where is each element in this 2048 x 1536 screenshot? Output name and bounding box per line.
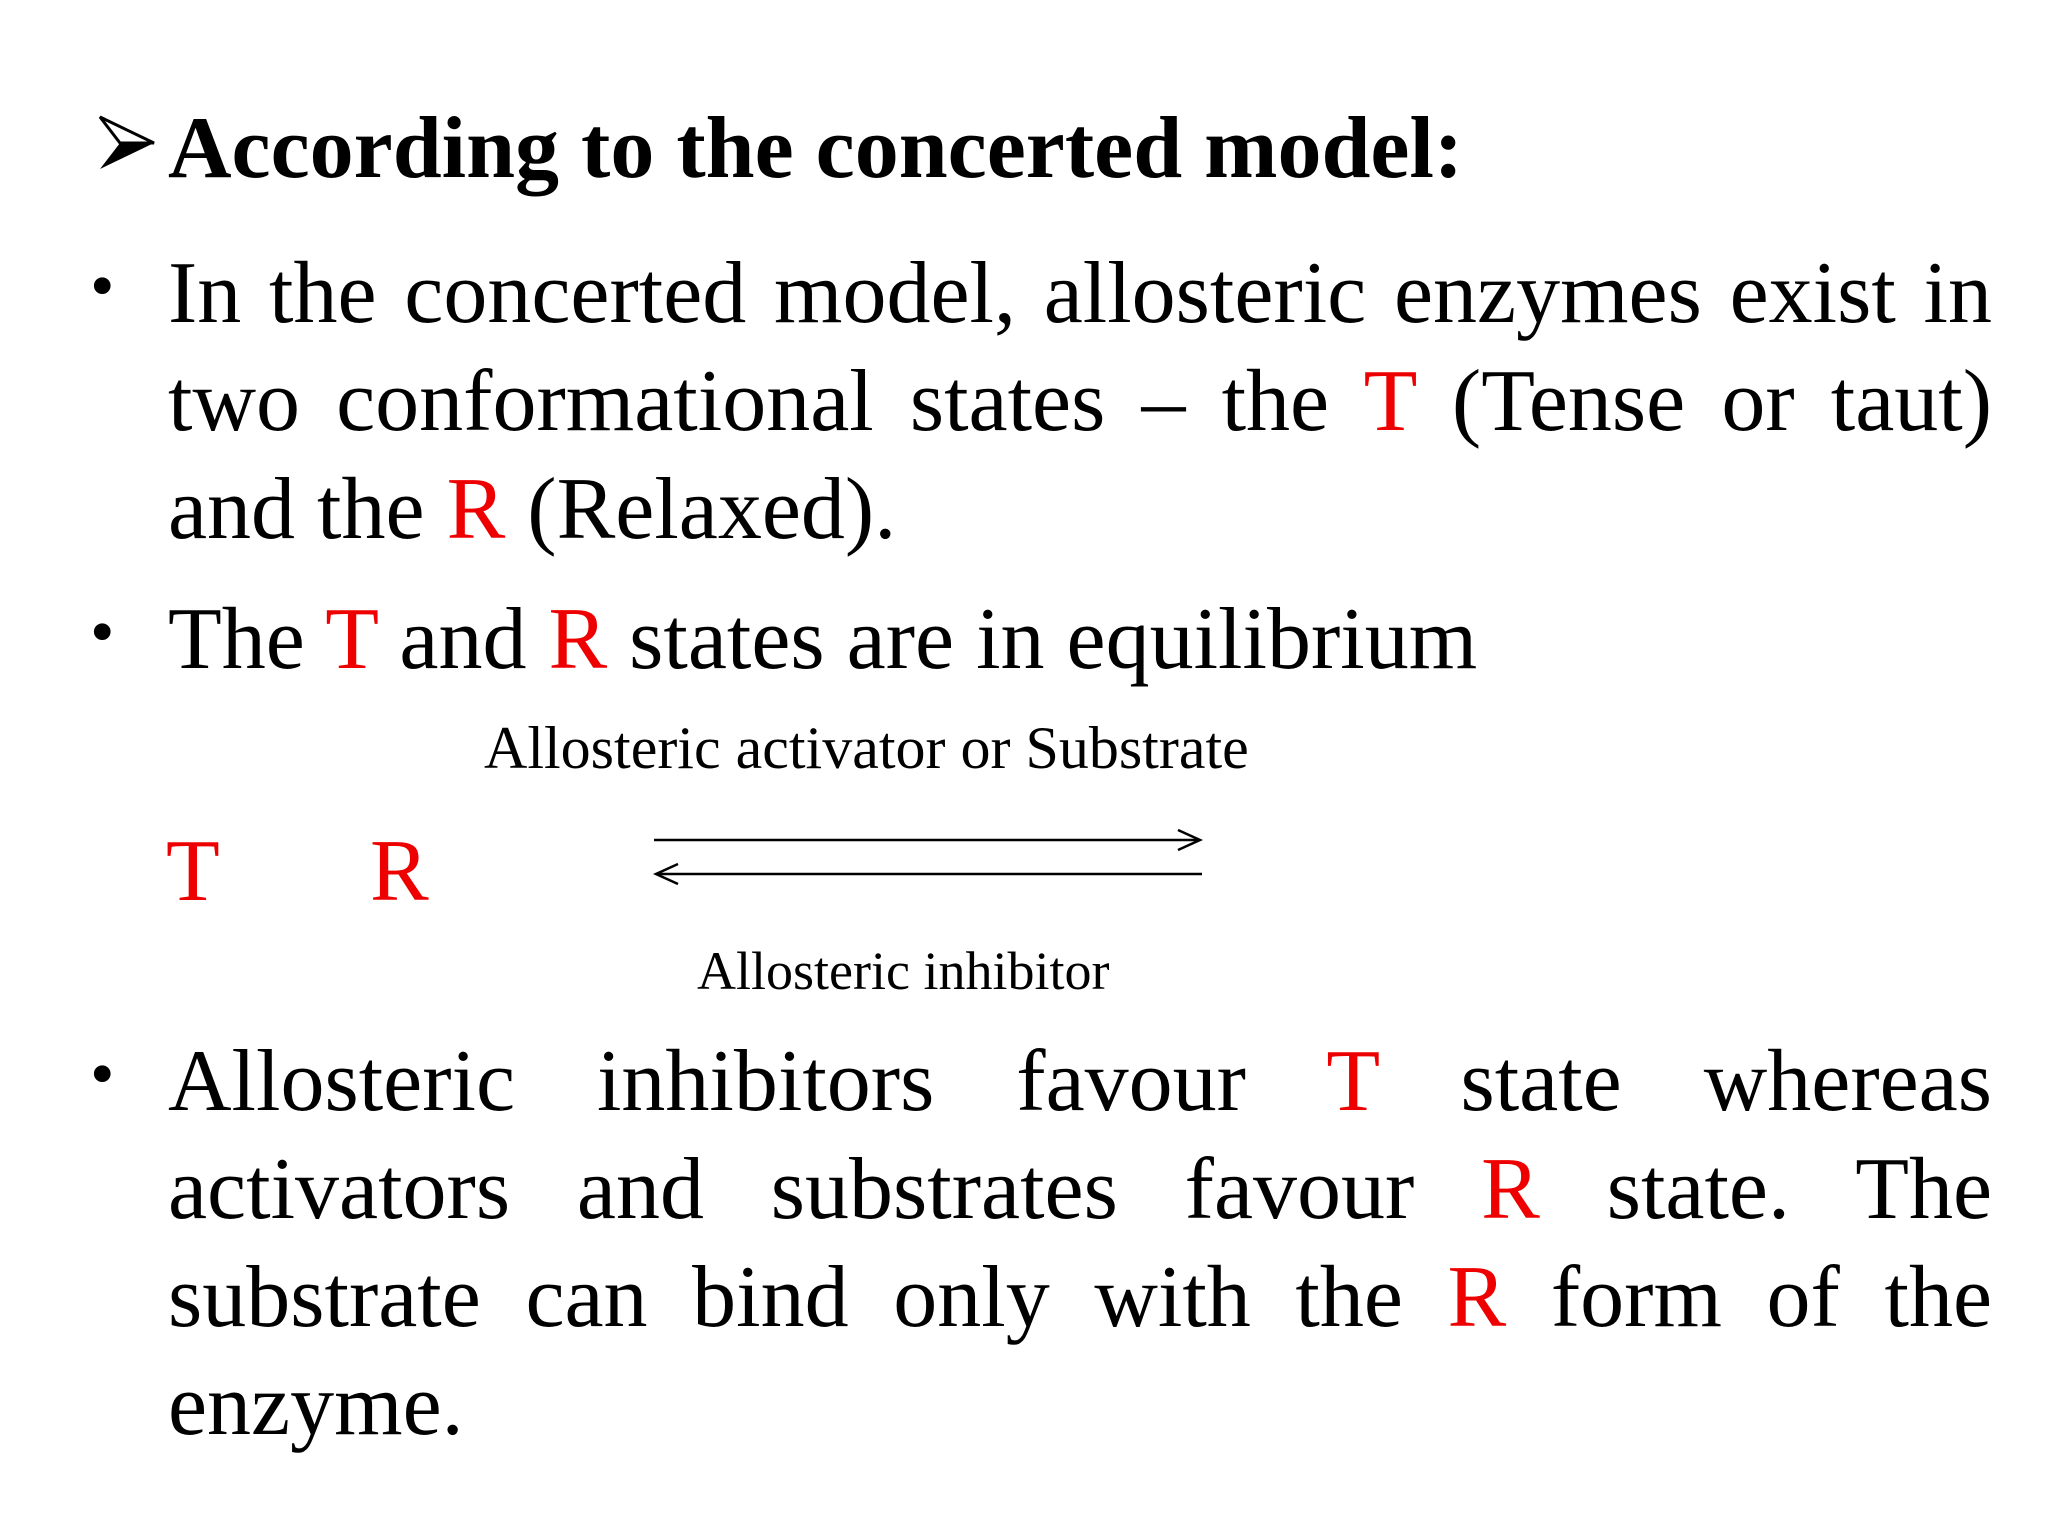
relaxed-state-label: R — [548, 591, 608, 688]
equilibrium-t-state: T — [166, 823, 220, 920]
activator-substrate-label: Allosteric activator or Substrate — [484, 715, 1249, 781]
tense-state-label: T — [1326, 1033, 1379, 1130]
relaxed-state-label: R — [446, 461, 506, 558]
relaxed-state-label: R — [1481, 1141, 1540, 1238]
arrowhead-bullet-icon — [98, 115, 156, 171]
bullet-1-text: In the concerted model, allosteric enzymes exist in two conformational states – the T (Tense or taut) and the R (Relaxed). — [168, 245, 1993, 558]
slide-heading: According to the concerted model: — [168, 100, 1464, 197]
bullet-3-text: Allosteric inhibitors favour T state whereas activators and substrates favour R state. The substrate can bind only with the R form of the enzyme. — [168, 1033, 1993, 1454]
relaxed-state-label: R — [1447, 1249, 1507, 1346]
bullet-dot-icon: • — [90, 1036, 115, 1113]
tense-state-label: T — [1363, 353, 1416, 450]
equilibrium-r-state: R — [370, 823, 429, 920]
bullet-2-text: The T and R states are in equilibrium — [168, 591, 1478, 688]
equilibrium-arrows-icon — [650, 828, 1210, 888]
tense-state-label: T — [325, 591, 378, 688]
bullet-dot-icon: • — [90, 248, 115, 325]
bullet-dot-icon: • — [90, 594, 115, 671]
inhibitor-label: Allosteric inhibitor — [697, 941, 1110, 1001]
